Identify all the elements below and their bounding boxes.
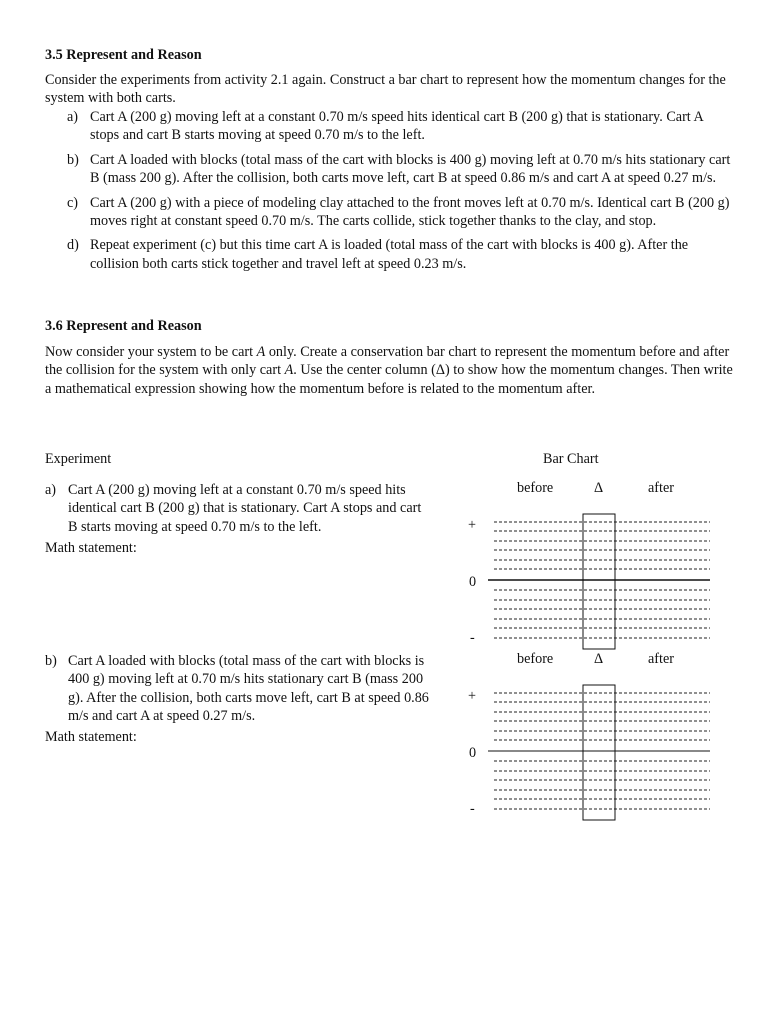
list-marker: a) [67,109,79,125]
experiment-description: Cart A loaded with blocks (total mass of the cart with blocks is 400 g) moving left at 0.70 m/s hits stationary cart B (mass 200 g). After the collision, both carts move left, cart B at speed 0.86 m/s and cart A at speed 0.27 m/s. [68,653,429,725]
list-marker: c) [67,194,79,211]
experiment-column-header: Experiment [45,451,112,467]
delta-label-a: Δ [594,480,604,496]
list-item-c [45,194,735,231]
experiment-a-text [45,481,430,536]
experiment-marker: a) [45,482,57,498]
section-3-5-heading: 3.5 Represent and Reason [45,47,202,63]
math-statement-label-b: Math statement: [45,729,137,745]
plus-label-a: + [468,517,477,533]
list-marker: d) [67,237,79,254]
delta-column [583,514,615,649]
list-item-b [45,151,735,188]
math-statement-label-a: Math statement: [45,540,137,556]
zero-label-b: 0 [469,745,477,761]
list-item-text: Cart A loaded with blocks (total mass of the cart with blocks is 400 g) moving left at 0.70 m/s hits stationary cart B (mass 200 g). After the collision, both carts move left, cart B at speed 0.86 m/s and cart A at speed 0.27 m/s. [90,151,731,187]
list-item-text: Repeat experiment (c) but this time cart A is loaded (total mass of the cart with blocks is 400 g). After the collision both carts stick together and travel left at speed 0.23 m/s. [90,237,689,272]
zero-label-a: 0 [469,574,477,590]
list-marker: b) [67,151,79,168]
section-3-5-list [45,108,735,279]
experiment-marker: b) [45,653,57,669]
section-3-6-heading: 3.6 Represent and Reason [45,318,202,334]
experiment-description: Cart A (200 g) moving left at a constant 0.70 m/s speed hits identical cart B (200 g) that is stationary. Cart A stops and cart B starts moving at speed 0.70 m/s to the left. [68,482,422,535]
bar-chart-column-header: Bar Chart [543,451,599,467]
list-item-d [45,236,735,273]
before-label-a: before [517,480,554,496]
plus-label-b: + [468,688,477,704]
minus-label-b: - [470,801,475,817]
bar-chart-grid-a[interactable] [488,512,713,652]
delta-column [583,685,615,820]
before-label-b: before [517,651,554,667]
section-3-6-intro: Now consider your system to be cart A only. Create a conservation bar chart to represent the momentum before and after the collision for the system with only cart A. Use the center column (Δ) to show how the momentum changes. Then write a mathematical expression showing how the momentum before is related to the momentum after. [45,344,733,397]
bar-chart-grid-b[interactable] [488,683,713,823]
section-3-5-intro: Consider the experiments from activity 2.1 again. Construct a bar chart to represent how the momentum changes for the system with both carts. [45,72,726,107]
minus-label-a: - [470,630,475,646]
after-label-b: after [648,651,674,667]
list-item-text: Cart A (200 g) moving left at a constant 0.70 m/s speed hits identical cart B (200 g) that is stationary. Cart A stops and cart B starts moving at speed 0.70 m/s to the left. [90,109,703,144]
list-item-a [45,108,735,145]
delta-label-b: Δ [594,651,604,667]
list-item-text: Cart A (200 g) with a piece of modeling clay attached to the front moves left at 0.70 m/s. Identical cart B (200 g) moves right at constant speed 0.70 m/s. The carts collide, stick together thanks to the clay, and stop. [90,194,730,230]
experiment-b-text [45,652,430,726]
after-label-a: after [648,480,674,496]
